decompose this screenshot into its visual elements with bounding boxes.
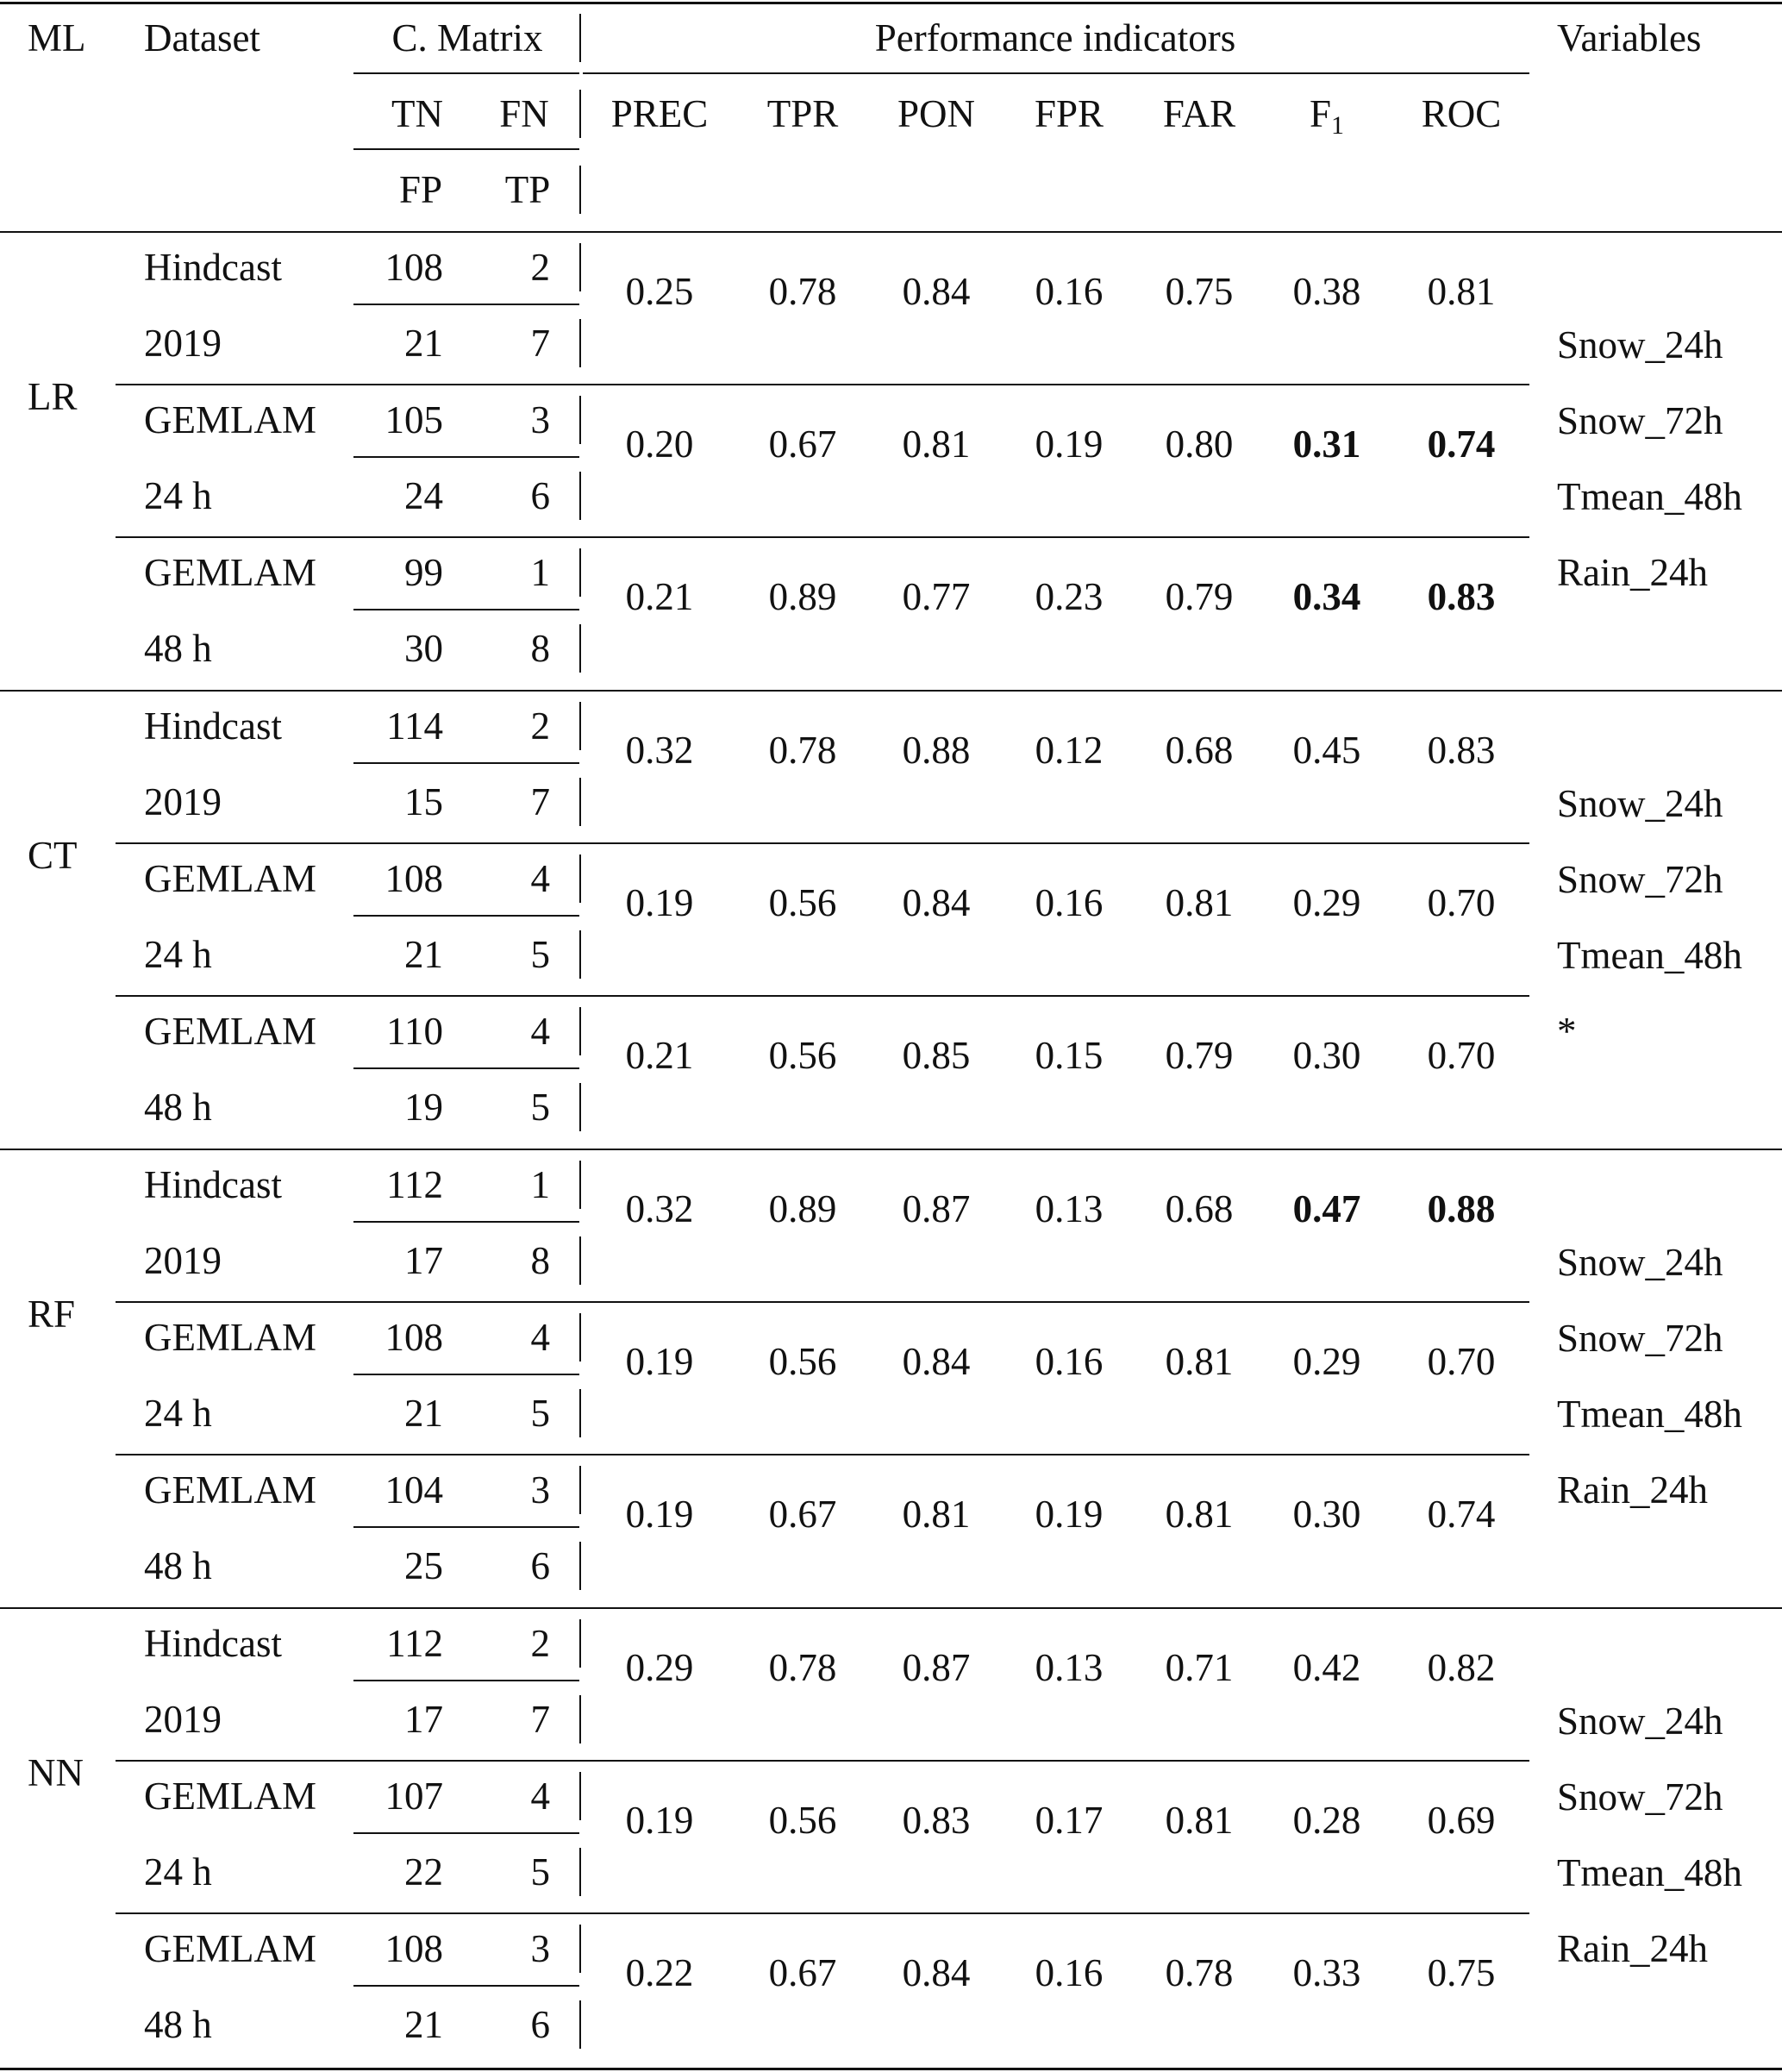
- dataset-name: Hindcast: [144, 1163, 282, 1206]
- dataset-name: Hindcast: [144, 704, 282, 748]
- dataset-name: Hindcast: [144, 246, 282, 289]
- cm-fp: 19: [404, 1086, 443, 1129]
- dataset-period: 2019: [144, 322, 222, 365]
- header-f1: [1309, 92, 1345, 140]
- cm-tn: 112: [386, 1163, 443, 1206]
- dataset-period: 2019: [144, 780, 222, 823]
- header-divider: [579, 14, 581, 62]
- metric-prec: 0.19: [625, 1799, 694, 1842]
- metric-prec: 0.29: [625, 1646, 694, 1689]
- matrix-divider: [579, 778, 581, 826]
- performance-rule: [583, 72, 1529, 74]
- cm-tp: 5: [530, 933, 550, 976]
- metric-roc: 0.75: [1427, 1951, 1496, 1994]
- row-separator: [116, 1760, 1529, 1762]
- matrix-divider: [579, 243, 581, 291]
- variable-label: *: [1557, 1010, 1577, 1053]
- metric-f1: 0.31: [1292, 423, 1361, 466]
- bottom-rule: [0, 2068, 1782, 2070]
- metric-far: 0.80: [1165, 423, 1234, 466]
- cm-inner-rule: [353, 1985, 579, 1987]
- cm-fp: 17: [404, 1239, 443, 1282]
- metric-fpr: 0.19: [1035, 1493, 1104, 1536]
- cm-tn: 107: [385, 1775, 443, 1818]
- dataset-name: GEMLAM: [144, 1468, 316, 1512]
- cm-fp: 25: [404, 1544, 443, 1587]
- cm-fp: 21: [404, 1392, 443, 1435]
- metric-pon: 0.84: [902, 1951, 971, 1994]
- cm-inner-rule: [353, 762, 579, 764]
- metric-pon: 0.87: [902, 1187, 971, 1230]
- header-performance: Performance indicators: [874, 16, 1236, 59]
- metric-prec: 0.32: [625, 1187, 694, 1230]
- header-far: FAR: [1162, 92, 1236, 135]
- metric-tpr: 0.56: [768, 1034, 837, 1077]
- metric-fpr: 0.13: [1035, 1187, 1104, 1230]
- metric-tpr: 0.89: [768, 575, 837, 618]
- metric-roc: 0.81: [1427, 270, 1496, 313]
- dataset-name: GEMLAM: [144, 551, 316, 594]
- header-ml: ML: [28, 16, 86, 59]
- header-tn: TN: [391, 92, 443, 135]
- cm-fp: 21: [404, 322, 443, 365]
- metric-f1: 0.29: [1292, 1340, 1361, 1383]
- metric-fpr: 0.16: [1035, 270, 1104, 313]
- metric-far: 0.78: [1165, 1951, 1234, 1994]
- metric-roc: 0.70: [1427, 1034, 1496, 1077]
- metric-f1: 0.38: [1292, 270, 1361, 313]
- metric-fpr: 0.16: [1035, 1340, 1104, 1383]
- metric-far: 0.68: [1165, 1187, 1234, 1230]
- header-bottom-rule: [0, 231, 1782, 233]
- row-separator: [116, 1301, 1529, 1303]
- metric-prec: 0.19: [625, 1493, 694, 1536]
- variable-label: Snow_72h: [1557, 1317, 1723, 1360]
- matrix-divider: [579, 1466, 581, 1514]
- matrix-divider: [579, 930, 581, 979]
- header-cmatrix: C. Matrix: [391, 16, 543, 59]
- header-fpr: FPR: [1034, 92, 1104, 135]
- metric-tpr: 0.56: [768, 1799, 837, 1842]
- matrix-divider: [579, 1925, 581, 1973]
- header-f1-sub: 1: [1331, 111, 1345, 140]
- row-separator: [116, 536, 1529, 538]
- metric-tpr: 0.78: [768, 729, 837, 772]
- cm-tp: 5: [530, 1086, 550, 1129]
- cm-fn: 3: [530, 1468, 550, 1512]
- cm-tn: 99: [404, 551, 443, 594]
- matrix-divider: [579, 1695, 581, 1743]
- matrix-divider: [579, 1619, 581, 1668]
- metric-fpr: 0.15: [1035, 1034, 1104, 1077]
- metric-fpr: 0.19: [1035, 423, 1104, 466]
- metric-pon: 0.85: [902, 1034, 971, 1077]
- cm-inner-rule: [353, 304, 579, 305]
- variable-label: Rain_24h: [1557, 1927, 1708, 1970]
- metric-prec: 0.32: [625, 729, 694, 772]
- dataset-name: GEMLAM: [144, 1775, 316, 1818]
- matrix-divider: [579, 2000, 581, 2049]
- cm-fn: 2: [530, 1622, 550, 1665]
- cm-tp: 6: [530, 1544, 550, 1587]
- metric-far: 0.71: [1165, 1646, 1234, 1689]
- ml-label: CT: [28, 834, 78, 877]
- cm-tn: 110: [386, 1010, 443, 1053]
- matrix-divider: [579, 854, 581, 903]
- metric-f1: 0.34: [1292, 575, 1361, 618]
- metric-roc: 0.74: [1427, 1493, 1496, 1536]
- cm-tn: 105: [385, 398, 443, 441]
- cm-fn: 1: [530, 551, 550, 594]
- cm-fn: 4: [530, 857, 550, 900]
- cm-fn: 2: [530, 246, 550, 289]
- variable-label: Snow_72h: [1557, 1775, 1723, 1818]
- metric-fpr: 0.23: [1035, 575, 1104, 618]
- cm-inner-rule: [353, 1221, 579, 1223]
- metric-prec: 0.21: [625, 575, 694, 618]
- matrix-divider: [579, 396, 581, 444]
- metric-prec: 0.25: [625, 270, 694, 313]
- cm-fp: 22: [404, 1850, 443, 1894]
- metric-f1: 0.33: [1292, 1951, 1361, 1994]
- metric-tpr: 0.56: [768, 881, 837, 924]
- dataset-period: 24 h: [144, 933, 212, 976]
- metric-tpr: 0.78: [768, 270, 837, 313]
- metric-fpr: 0.17: [1035, 1799, 1104, 1842]
- metric-tpr: 0.67: [768, 423, 837, 466]
- cm-tn: 112: [386, 1622, 443, 1665]
- metric-far: 0.81: [1165, 881, 1234, 924]
- ml-label: NN: [28, 1751, 84, 1794]
- variable-label: Tmean_48h: [1557, 934, 1742, 977]
- variable-label: Snow_24h: [1557, 782, 1723, 825]
- cm-inner-rule: [353, 1832, 579, 1834]
- matrix-divider: [579, 1313, 581, 1362]
- metric-far: 0.68: [1165, 729, 1234, 772]
- metric-fpr: 0.13: [1035, 1646, 1104, 1689]
- matrix-divider: [579, 1236, 581, 1285]
- metric-roc: 0.82: [1427, 1646, 1496, 1689]
- matrix-divider: [579, 1542, 581, 1590]
- group-separator: [0, 690, 1782, 692]
- header-prec: PREC: [610, 92, 709, 135]
- dataset-period: 48 h: [144, 627, 212, 670]
- metric-roc: 0.83: [1427, 729, 1496, 772]
- header-dataset: Dataset: [144, 16, 260, 59]
- metric-tpr: 0.56: [768, 1340, 837, 1383]
- matrix-header-rule: [353, 148, 579, 150]
- matrix-divider: [579, 1848, 581, 1896]
- cm-inner-rule: [353, 915, 579, 917]
- metric-far: 0.81: [1165, 1799, 1234, 1842]
- metric-pon: 0.88: [902, 729, 971, 772]
- cm-tp: 7: [530, 1698, 550, 1741]
- metric-prec: 0.20: [625, 423, 694, 466]
- cm-fp: 21: [404, 933, 443, 976]
- metric-fpr: 0.12: [1035, 729, 1104, 772]
- metric-far: 0.81: [1165, 1340, 1234, 1383]
- metric-pon: 0.87: [902, 1646, 971, 1689]
- metric-prec: 0.22: [625, 1951, 694, 1994]
- dataset-period: 48 h: [144, 2003, 212, 2046]
- metric-tpr: 0.78: [768, 1646, 837, 1689]
- cm-tn: 114: [386, 704, 443, 748]
- metric-pon: 0.81: [902, 423, 971, 466]
- dataset-period: 24 h: [144, 1392, 212, 1435]
- metric-f1: 0.30: [1292, 1493, 1361, 1536]
- cm-tp: 8: [530, 627, 550, 670]
- cm-tn: 108: [385, 1316, 443, 1359]
- matrix-divider: [579, 319, 581, 367]
- dataset-name: GEMLAM: [144, 857, 316, 900]
- cm-fp: 17: [404, 1698, 443, 1741]
- cm-inner-rule: [353, 1680, 579, 1681]
- metric-pon: 0.84: [902, 270, 971, 313]
- cm-fn: 4: [530, 1316, 550, 1359]
- cm-fn: 4: [530, 1775, 550, 1818]
- variable-label: Tmean_48h: [1557, 1851, 1742, 1894]
- variable-label: Snow_72h: [1557, 858, 1723, 901]
- header-pon: PON: [897, 92, 976, 135]
- variable-label: Snow_24h: [1557, 1700, 1723, 1743]
- metric-roc: 0.88: [1427, 1187, 1496, 1230]
- variable-label: Tmean_48h: [1557, 475, 1742, 518]
- header-variables: Variables: [1557, 16, 1702, 59]
- cm-fn: 3: [530, 398, 550, 441]
- metric-tpr: 0.89: [768, 1187, 837, 1230]
- header-tp: TP: [504, 168, 551, 211]
- dataset-period: 48 h: [144, 1544, 212, 1587]
- matrix-divider: [579, 548, 581, 597]
- metric-prec: 0.19: [625, 881, 694, 924]
- dataset-period: 48 h: [144, 1086, 212, 1129]
- variable-label: Snow_24h: [1557, 323, 1723, 366]
- metric-pon: 0.81: [902, 1493, 971, 1536]
- matrix-divider: [579, 1772, 581, 1820]
- header-tpr: TPR: [766, 92, 839, 135]
- cm-tn: 108: [385, 246, 443, 289]
- header-fp: FP: [398, 168, 443, 211]
- matrix-divider: [579, 472, 581, 520]
- cm-tp: 5: [530, 1392, 550, 1435]
- metric-roc: 0.83: [1427, 575, 1496, 618]
- matrix-divider: [579, 702, 581, 750]
- metric-f1: 0.47: [1292, 1187, 1361, 1230]
- dataset-period: 2019: [144, 1239, 222, 1282]
- cmatrix-rule: [353, 72, 579, 74]
- dataset-name: GEMLAM: [144, 1927, 316, 1970]
- matrix-divider: [579, 1083, 581, 1131]
- cm-fn: 4: [530, 1010, 550, 1053]
- cm-tp: 6: [530, 2003, 550, 2046]
- cm-tp: 7: [530, 780, 550, 823]
- metric-f1: 0.42: [1292, 1646, 1361, 1689]
- matrix-divider: [579, 624, 581, 673]
- cm-fp: 30: [404, 627, 443, 670]
- dataset-period: 24 h: [144, 1850, 212, 1894]
- metric-tpr: 0.67: [768, 1951, 837, 1994]
- matrix-divider: [579, 1007, 581, 1055]
- variable-label: Snow_72h: [1557, 399, 1723, 442]
- metric-pon: 0.77: [902, 575, 971, 618]
- dataset-period: 2019: [144, 1698, 222, 1741]
- cm-inner-rule: [353, 456, 579, 458]
- dataset-name: Hindcast: [144, 1622, 282, 1665]
- metric-f1: 0.30: [1292, 1034, 1361, 1077]
- row-separator: [116, 1454, 1529, 1455]
- row-separator: [116, 384, 1529, 385]
- cm-inner-rule: [353, 1526, 579, 1528]
- dataset-period: 24 h: [144, 474, 212, 517]
- header-fn: FN: [499, 92, 549, 135]
- cm-tn: 104: [385, 1468, 443, 1512]
- cm-fp: 21: [404, 2003, 443, 2046]
- group-separator: [0, 1149, 1782, 1150]
- metric-tpr: 0.67: [768, 1493, 837, 1536]
- dataset-name: GEMLAM: [144, 398, 316, 441]
- ml-label: RF: [28, 1293, 76, 1336]
- cm-tn: 108: [385, 1927, 443, 1970]
- cm-tn: 108: [385, 857, 443, 900]
- metric-far: 0.79: [1165, 1034, 1234, 1077]
- metric-roc: 0.70: [1427, 1340, 1496, 1383]
- cm-fn: 2: [530, 704, 550, 748]
- metric-roc: 0.70: [1427, 881, 1496, 924]
- cm-inner-rule: [353, 1374, 579, 1375]
- cm-tp: 8: [530, 1239, 550, 1282]
- cm-tp: 5: [530, 1850, 550, 1894]
- metric-f1: 0.29: [1292, 881, 1361, 924]
- variable-label: Snow_24h: [1557, 1241, 1723, 1284]
- cm-inner-rule: [353, 1067, 579, 1069]
- cm-fn: 1: [530, 1163, 550, 1206]
- row-separator: [116, 1912, 1529, 1914]
- variable-label: Tmean_48h: [1557, 1393, 1742, 1436]
- header-divider: [579, 166, 581, 214]
- row-separator: [116, 842, 1529, 844]
- header-divider: [579, 90, 581, 138]
- cm-fp: 24: [404, 474, 443, 517]
- metric-prec: 0.19: [625, 1340, 694, 1383]
- variable-label: Rain_24h: [1557, 1468, 1708, 1512]
- cm-tp: 7: [530, 322, 550, 365]
- row-separator: [116, 995, 1529, 997]
- top-rule: [0, 2, 1782, 4]
- metric-fpr: 0.16: [1035, 881, 1104, 924]
- metric-pon: 0.84: [902, 1340, 971, 1383]
- metric-fpr: 0.16: [1035, 1951, 1104, 1994]
- cm-tp: 6: [530, 474, 550, 517]
- metric-pon: 0.84: [902, 881, 971, 924]
- ml-label: LR: [28, 375, 78, 418]
- metric-prec: 0.21: [625, 1034, 694, 1077]
- metric-roc: 0.74: [1427, 423, 1496, 466]
- group-separator: [0, 1607, 1782, 1609]
- metric-far: 0.81: [1165, 1493, 1234, 1536]
- metric-pon: 0.83: [902, 1799, 971, 1842]
- cm-fn: 3: [530, 1927, 550, 1970]
- metric-far: 0.79: [1165, 575, 1234, 618]
- matrix-divider: [579, 1161, 581, 1209]
- dataset-name: GEMLAM: [144, 1010, 316, 1053]
- metric-roc: 0.69: [1427, 1799, 1496, 1842]
- metric-f1: 0.45: [1292, 729, 1361, 772]
- variable-label: Rain_24h: [1557, 551, 1708, 594]
- header-f1-base: F: [1309, 92, 1332, 135]
- metric-far: 0.75: [1165, 270, 1234, 313]
- cm-inner-rule: [353, 609, 579, 610]
- cm-fp: 15: [404, 780, 443, 823]
- matrix-divider: [579, 1389, 581, 1437]
- header-roc: ROC: [1421, 92, 1502, 135]
- dataset-name: GEMLAM: [144, 1316, 316, 1359]
- metric-f1: 0.28: [1292, 1799, 1361, 1842]
